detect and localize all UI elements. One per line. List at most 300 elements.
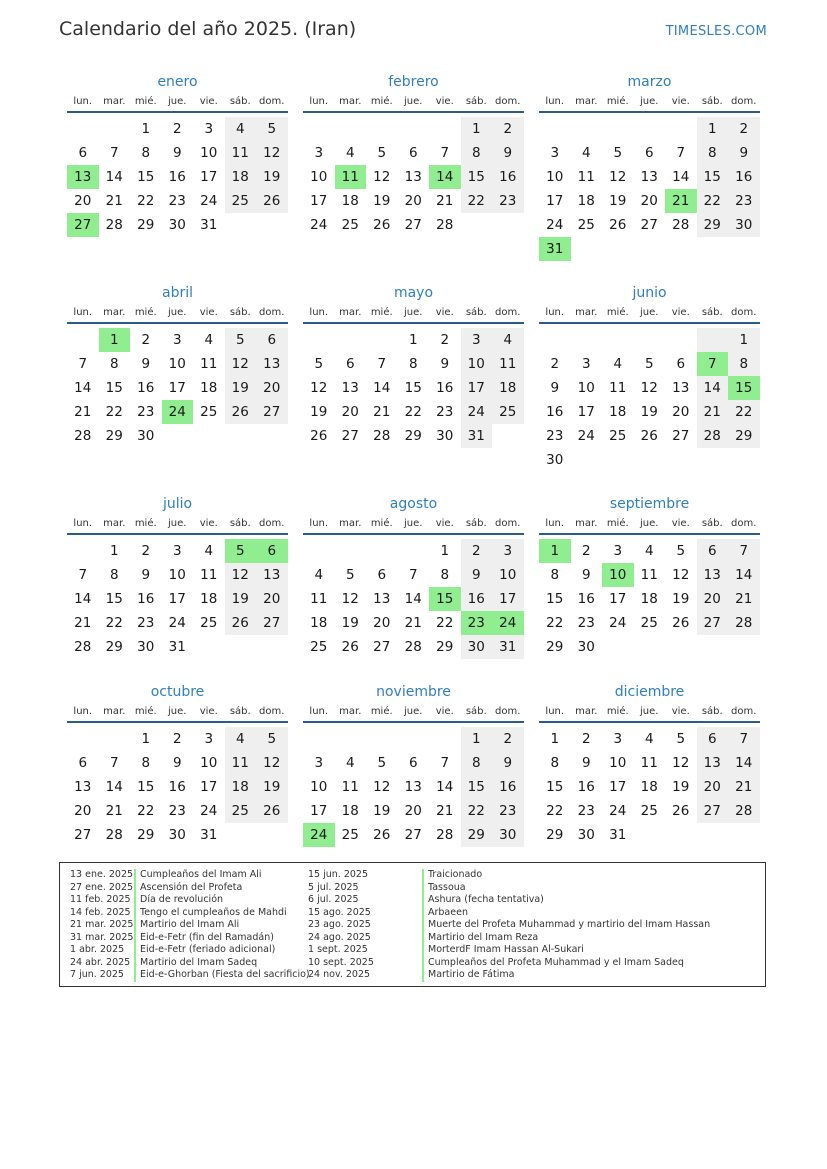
day-cell[interactable]: 18 bbox=[640, 591, 658, 607]
day-cell[interactable]: 5 bbox=[225, 328, 257, 352]
day-cell[interactable]: 10 bbox=[609, 755, 627, 771]
day-cell[interactable]: 8 bbox=[550, 755, 560, 771]
day-cell[interactable]: 11 bbox=[200, 356, 218, 372]
day-cell[interactable]: 10 bbox=[200, 145, 218, 161]
day-cell[interactable]: 13 bbox=[404, 169, 422, 185]
day-cell[interactable]: 28 bbox=[697, 424, 729, 448]
day-cell[interactable]: 9 bbox=[728, 141, 760, 165]
day-cell[interactable]: 2 bbox=[172, 121, 182, 137]
day-cell[interactable]: 7 bbox=[440, 145, 450, 161]
day-cell[interactable]: 9 bbox=[550, 380, 560, 396]
day-cell[interactable]: 27 bbox=[74, 827, 92, 843]
day-cell[interactable]: 17 bbox=[200, 169, 218, 185]
day-cell[interactable]: 22 bbox=[546, 803, 564, 819]
day-cell[interactable]: 18 bbox=[341, 803, 359, 819]
day-cell[interactable]: 30 bbox=[137, 639, 155, 655]
day-cell[interactable]: 2 bbox=[461, 539, 493, 563]
day-cell[interactable]: 21 bbox=[436, 193, 454, 209]
day-cell[interactable]: 22 bbox=[105, 615, 123, 631]
day-cell[interactable]: 21 bbox=[697, 400, 729, 424]
day-cell[interactable]: 16 bbox=[492, 775, 524, 799]
day-cell[interactable]: 1 bbox=[109, 543, 119, 559]
day-cell[interactable]: 4 bbox=[644, 543, 654, 559]
day-cell[interactable]: 28 bbox=[105, 827, 123, 843]
day-cell[interactable]: 25 bbox=[577, 217, 595, 233]
day-cell[interactable]: 19 bbox=[373, 193, 391, 209]
day-cell[interactable]: 11 bbox=[225, 141, 257, 165]
day-cell[interactable]: 29 bbox=[105, 639, 123, 655]
day-cell[interactable]: 16 bbox=[436, 380, 454, 396]
day-cell[interactable]: 23 bbox=[168, 803, 186, 819]
day-cell[interactable]: 9 bbox=[461, 563, 493, 587]
day-cell[interactable]: 10 bbox=[546, 169, 564, 185]
day-cell[interactable]: 24 bbox=[461, 400, 493, 424]
day-cell[interactable]: 28 bbox=[436, 217, 454, 233]
day-cell[interactable]: 17 bbox=[492, 587, 524, 611]
day-cell[interactable]: 12 bbox=[225, 563, 257, 587]
day-cell[interactable]: 26 bbox=[672, 803, 690, 819]
day-cell[interactable]: 14 bbox=[728, 751, 760, 775]
day-cell[interactable]: 27 bbox=[67, 213, 99, 237]
day-cell[interactable]: 1 bbox=[99, 328, 131, 352]
day-cell[interactable]: 16 bbox=[728, 165, 760, 189]
day-cell[interactable]: 5 bbox=[613, 145, 623, 161]
day-cell[interactable]: 17 bbox=[168, 591, 186, 607]
day-cell[interactable]: 9 bbox=[581, 567, 591, 583]
day-cell[interactable]: 24 bbox=[577, 428, 595, 444]
day-cell[interactable]: 19 bbox=[672, 591, 690, 607]
day-cell[interactable]: 22 bbox=[728, 400, 760, 424]
day-cell[interactable]: 28 bbox=[728, 799, 760, 823]
day-cell[interactable]: 12 bbox=[373, 169, 391, 185]
day-cell[interactable]: 21 bbox=[74, 404, 92, 420]
day-cell[interactable]: 19 bbox=[640, 404, 658, 420]
day-cell[interactable]: 25 bbox=[200, 615, 218, 631]
day-cell[interactable]: 18 bbox=[225, 775, 257, 799]
day-cell[interactable]: 6 bbox=[78, 145, 88, 161]
day-cell[interactable]: 7 bbox=[697, 352, 729, 376]
day-cell[interactable]: 14 bbox=[429, 165, 461, 189]
day-cell[interactable]: 8 bbox=[461, 751, 493, 775]
day-cell[interactable]: 7 bbox=[728, 727, 760, 751]
day-cell[interactable]: 3 bbox=[492, 539, 524, 563]
day-cell[interactable]: 12 bbox=[225, 352, 257, 376]
day-cell[interactable]: 20 bbox=[256, 587, 288, 611]
day-cell[interactable]: 24 bbox=[303, 823, 335, 847]
day-cell[interactable]: 17 bbox=[546, 193, 564, 209]
day-cell[interactable]: 5 bbox=[256, 727, 288, 751]
day-cell[interactable]: 27 bbox=[697, 799, 729, 823]
day-cell[interactable]: 26 bbox=[609, 217, 627, 233]
day-cell[interactable]: 8 bbox=[461, 141, 493, 165]
day-cell[interactable]: 3 bbox=[613, 543, 623, 559]
day-cell[interactable]: 17 bbox=[577, 404, 595, 420]
day-cell[interactable]: 25 bbox=[609, 428, 627, 444]
day-cell[interactable]: 29 bbox=[137, 217, 155, 233]
day-cell[interactable]: 10 bbox=[492, 563, 524, 587]
day-cell[interactable]: 10 bbox=[310, 169, 328, 185]
day-cell[interactable]: 19 bbox=[310, 404, 328, 420]
day-cell[interactable]: 26 bbox=[225, 400, 257, 424]
day-cell[interactable]: 31 bbox=[539, 237, 571, 261]
day-cell[interactable]: 28 bbox=[74, 639, 92, 655]
day-cell[interactable]: 10 bbox=[577, 380, 595, 396]
day-cell[interactable]: 22 bbox=[461, 189, 493, 213]
day-cell[interactable]: 4 bbox=[644, 731, 654, 747]
day-cell[interactable]: 13 bbox=[697, 563, 729, 587]
day-cell[interactable]: 30 bbox=[137, 428, 155, 444]
day-cell[interactable]: 28 bbox=[728, 611, 760, 635]
day-cell[interactable]: 15 bbox=[429, 587, 461, 611]
day-cell[interactable]: 3 bbox=[314, 145, 324, 161]
day-cell[interactable]: 3 bbox=[314, 755, 324, 771]
day-cell[interactable]: 20 bbox=[74, 803, 92, 819]
day-cell[interactable]: 8 bbox=[141, 145, 151, 161]
day-cell[interactable]: 22 bbox=[137, 803, 155, 819]
day-cell[interactable]: 24 bbox=[492, 611, 524, 635]
day-cell[interactable]: 11 bbox=[640, 755, 658, 771]
day-cell[interactable]: 15 bbox=[546, 591, 564, 607]
day-cell[interactable]: 23 bbox=[436, 404, 454, 420]
day-cell[interactable]: 25 bbox=[225, 799, 257, 823]
day-cell[interactable]: 8 bbox=[141, 755, 151, 771]
day-cell[interactable]: 29 bbox=[436, 639, 454, 655]
day-cell[interactable]: 11 bbox=[577, 169, 595, 185]
day-cell[interactable]: 23 bbox=[546, 428, 564, 444]
day-cell[interactable]: 25 bbox=[492, 400, 524, 424]
day-cell[interactable]: 20 bbox=[341, 404, 359, 420]
day-cell[interactable]: 6 bbox=[345, 356, 355, 372]
day-cell[interactable]: 2 bbox=[581, 543, 591, 559]
day-cell[interactable]: 5 bbox=[314, 356, 324, 372]
day-cell[interactable]: 7 bbox=[78, 356, 88, 372]
day-cell[interactable]: 12 bbox=[256, 751, 288, 775]
day-cell[interactable]: 27 bbox=[256, 611, 288, 635]
day-cell[interactable]: 25 bbox=[341, 827, 359, 843]
day-cell[interactable]: 27 bbox=[697, 611, 729, 635]
day-cell[interactable]: 16 bbox=[577, 591, 595, 607]
day-cell[interactable]: 23 bbox=[728, 189, 760, 213]
day-cell[interactable]: 19 bbox=[373, 803, 391, 819]
day-cell[interactable]: 30 bbox=[728, 213, 760, 237]
day-cell[interactable]: 18 bbox=[200, 591, 218, 607]
day-cell[interactable]: 14 bbox=[697, 376, 729, 400]
day-cell[interactable]: 14 bbox=[74, 591, 92, 607]
day-cell[interactable]: 13 bbox=[256, 563, 288, 587]
day-cell[interactable]: 10 bbox=[168, 567, 186, 583]
day-cell[interactable]: 4 bbox=[492, 328, 524, 352]
day-cell[interactable]: 29 bbox=[546, 639, 564, 655]
day-cell[interactable]: 4 bbox=[314, 567, 324, 583]
day-cell[interactable]: 2 bbox=[141, 543, 151, 559]
day-cell[interactable]: 2 bbox=[141, 332, 151, 348]
day-cell[interactable]: 26 bbox=[225, 611, 257, 635]
day-cell[interactable]: 21 bbox=[728, 587, 760, 611]
day-cell[interactable]: 27 bbox=[373, 639, 391, 655]
day-cell[interactable]: 29 bbox=[697, 213, 729, 237]
day-cell[interactable]: 26 bbox=[256, 189, 288, 213]
day-cell[interactable]: 19 bbox=[225, 587, 257, 611]
day-cell[interactable]: 30 bbox=[436, 428, 454, 444]
day-cell[interactable]: 2 bbox=[172, 731, 182, 747]
day-cell[interactable]: 6 bbox=[697, 727, 729, 751]
day-cell[interactable]: 2 bbox=[440, 332, 450, 348]
day-cell[interactable]: 28 bbox=[672, 217, 690, 233]
day-cell[interactable]: 18 bbox=[609, 404, 627, 420]
day-cell[interactable]: 1 bbox=[550, 731, 560, 747]
day-cell[interactable]: 3 bbox=[461, 328, 493, 352]
day-cell[interactable]: 23 bbox=[492, 799, 524, 823]
day-cell[interactable]: 19 bbox=[225, 376, 257, 400]
day-cell[interactable]: 20 bbox=[697, 775, 729, 799]
day-cell[interactable]: 13 bbox=[697, 751, 729, 775]
day-cell[interactable]: 4 bbox=[613, 356, 623, 372]
day-cell[interactable]: 6 bbox=[676, 356, 686, 372]
day-cell[interactable]: 4 bbox=[204, 332, 214, 348]
day-cell[interactable]: 20 bbox=[697, 587, 729, 611]
day-cell[interactable]: 5 bbox=[644, 356, 654, 372]
day-cell[interactable]: 11 bbox=[310, 591, 328, 607]
day-cell[interactable]: 1 bbox=[461, 117, 493, 141]
day-cell[interactable]: 6 bbox=[78, 755, 88, 771]
day-cell[interactable]: 18 bbox=[225, 165, 257, 189]
day-cell[interactable]: 20 bbox=[672, 404, 690, 420]
day-cell[interactable]: 28 bbox=[404, 639, 422, 655]
day-cell[interactable]: 19 bbox=[672, 779, 690, 795]
day-cell[interactable]: 16 bbox=[546, 404, 564, 420]
day-cell[interactable]: 19 bbox=[341, 615, 359, 631]
day-cell[interactable]: 21 bbox=[436, 803, 454, 819]
day-cell[interactable]: 8 bbox=[408, 356, 418, 372]
day-cell[interactable]: 9 bbox=[141, 356, 151, 372]
day-cell[interactable]: 16 bbox=[168, 779, 186, 795]
day-cell[interactable]: 10 bbox=[168, 356, 186, 372]
day-cell[interactable]: 5 bbox=[377, 755, 387, 771]
day-cell[interactable]: 14 bbox=[436, 779, 454, 795]
day-cell[interactable]: 25 bbox=[640, 803, 658, 819]
day-cell[interactable]: 21 bbox=[404, 615, 422, 631]
day-cell[interactable]: 3 bbox=[204, 121, 214, 137]
day-cell[interactable]: 17 bbox=[200, 779, 218, 795]
day-cell[interactable]: 15 bbox=[105, 591, 123, 607]
day-cell[interactable]: 14 bbox=[672, 169, 690, 185]
day-cell[interactable]: 14 bbox=[373, 380, 391, 396]
day-cell[interactable]: 23 bbox=[137, 615, 155, 631]
day-cell[interactable]: 18 bbox=[640, 779, 658, 795]
day-cell[interactable]: 20 bbox=[640, 193, 658, 209]
day-cell[interactable]: 13 bbox=[640, 169, 658, 185]
day-cell[interactable]: 5 bbox=[676, 543, 686, 559]
day-cell[interactable]: 13 bbox=[341, 380, 359, 396]
brand-logo-text[interactable]: TIMESLES.COM bbox=[665, 24, 767, 39]
day-cell[interactable]: 6 bbox=[408, 755, 418, 771]
day-cell[interactable]: 27 bbox=[640, 217, 658, 233]
day-cell[interactable]: 5 bbox=[377, 145, 387, 161]
day-cell[interactable]: 24 bbox=[609, 803, 627, 819]
day-cell[interactable]: 22 bbox=[436, 615, 454, 631]
day-cell[interactable]: 14 bbox=[105, 779, 123, 795]
day-cell[interactable]: 14 bbox=[105, 169, 123, 185]
day-cell[interactable]: 13 bbox=[256, 352, 288, 376]
day-cell[interactable]: 30 bbox=[577, 639, 595, 655]
day-cell[interactable]: 12 bbox=[609, 169, 627, 185]
day-cell[interactable]: 23 bbox=[577, 615, 595, 631]
day-cell[interactable]: 5 bbox=[676, 731, 686, 747]
day-cell[interactable]: 23 bbox=[492, 189, 524, 213]
day-cell[interactable]: 17 bbox=[609, 591, 627, 607]
day-cell[interactable]: 25 bbox=[200, 404, 218, 420]
day-cell[interactable]: 1 bbox=[141, 731, 151, 747]
day-cell[interactable]: 22 bbox=[461, 799, 493, 823]
day-cell[interactable]: 10 bbox=[602, 563, 634, 587]
day-cell[interactable]: 24 bbox=[200, 803, 218, 819]
day-cell[interactable]: 29 bbox=[461, 823, 493, 847]
day-cell[interactable]: 6 bbox=[644, 145, 654, 161]
day-cell[interactable]: 1 bbox=[461, 727, 493, 751]
day-cell[interactable]: 11 bbox=[492, 352, 524, 376]
day-cell[interactable]: 10 bbox=[310, 779, 328, 795]
day-cell[interactable]: 5 bbox=[256, 117, 288, 141]
day-cell[interactable]: 26 bbox=[373, 827, 391, 843]
day-cell[interactable]: 7 bbox=[728, 539, 760, 563]
day-cell[interactable]: 15 bbox=[137, 169, 155, 185]
day-cell[interactable]: 1 bbox=[539, 539, 571, 563]
day-cell[interactable]: 5 bbox=[345, 567, 355, 583]
day-cell[interactable]: 14 bbox=[74, 380, 92, 396]
day-cell[interactable]: 13 bbox=[67, 165, 99, 189]
day-cell[interactable]: 24 bbox=[546, 217, 564, 233]
day-cell[interactable]: 1 bbox=[728, 328, 760, 352]
day-cell[interactable]: 1 bbox=[697, 117, 729, 141]
day-cell[interactable]: 19 bbox=[256, 165, 288, 189]
day-cell[interactable]: 31 bbox=[492, 635, 524, 659]
day-cell[interactable]: 21 bbox=[728, 775, 760, 799]
day-cell[interactable]: 25 bbox=[225, 189, 257, 213]
day-cell[interactable]: 1 bbox=[440, 543, 450, 559]
day-cell[interactable]: 28 bbox=[105, 217, 123, 233]
day-cell[interactable]: 22 bbox=[404, 404, 422, 420]
day-cell[interactable]: 12 bbox=[373, 779, 391, 795]
day-cell[interactable]: 15 bbox=[461, 165, 493, 189]
day-cell[interactable]: 23 bbox=[137, 404, 155, 420]
day-cell[interactable]: 15 bbox=[697, 165, 729, 189]
day-cell[interactable]: 23 bbox=[461, 611, 493, 635]
day-cell[interactable]: 31 bbox=[609, 827, 627, 843]
day-cell[interactable]: 26 bbox=[640, 428, 658, 444]
day-cell[interactable]: 20 bbox=[256, 376, 288, 400]
day-cell[interactable]: 7 bbox=[377, 356, 387, 372]
day-cell[interactable]: 7 bbox=[676, 145, 686, 161]
day-cell[interactable]: 28 bbox=[436, 827, 454, 843]
day-cell[interactable]: 18 bbox=[200, 380, 218, 396]
day-cell[interactable]: 9 bbox=[440, 356, 450, 372]
day-cell[interactable]: 30 bbox=[546, 452, 564, 468]
day-cell[interactable]: 8 bbox=[440, 567, 450, 583]
day-cell[interactable]: 12 bbox=[341, 591, 359, 607]
day-cell[interactable]: 3 bbox=[172, 543, 182, 559]
day-cell[interactable]: 12 bbox=[672, 567, 690, 583]
day-cell[interactable]: 25 bbox=[310, 639, 328, 655]
day-cell[interactable]: 22 bbox=[105, 404, 123, 420]
day-cell[interactable]: 2 bbox=[728, 117, 760, 141]
day-cell[interactable]: 15 bbox=[105, 380, 123, 396]
day-cell[interactable]: 23 bbox=[577, 803, 595, 819]
day-cell[interactable]: 11 bbox=[225, 751, 257, 775]
day-cell[interactable]: 9 bbox=[492, 751, 524, 775]
day-cell[interactable]: 4 bbox=[225, 117, 257, 141]
day-cell[interactable]: 30 bbox=[461, 635, 493, 659]
day-cell[interactable]: 17 bbox=[310, 193, 328, 209]
day-cell[interactable]: 2 bbox=[581, 731, 591, 747]
day-cell[interactable]: 12 bbox=[310, 380, 328, 396]
day-cell[interactable]: 22 bbox=[697, 189, 729, 213]
day-cell[interactable]: 29 bbox=[404, 428, 422, 444]
day-cell[interactable]: 7 bbox=[440, 755, 450, 771]
day-cell[interactable]: 27 bbox=[404, 217, 422, 233]
day-cell[interactable]: 18 bbox=[310, 615, 328, 631]
day-cell[interactable]: 6 bbox=[408, 145, 418, 161]
day-cell[interactable]: 11 bbox=[200, 567, 218, 583]
day-cell[interactable]: 3 bbox=[204, 731, 214, 747]
day-cell[interactable]: 27 bbox=[256, 400, 288, 424]
day-cell[interactable]: 21 bbox=[373, 404, 391, 420]
day-cell[interactable]: 13 bbox=[74, 779, 92, 795]
day-cell[interactable]: 7 bbox=[78, 567, 88, 583]
day-cell[interactable]: 30 bbox=[577, 827, 595, 843]
day-cell[interactable]: 17 bbox=[168, 380, 186, 396]
day-cell[interactable]: 12 bbox=[256, 141, 288, 165]
day-cell[interactable]: 25 bbox=[640, 615, 658, 631]
day-cell[interactable]: 22 bbox=[137, 193, 155, 209]
day-cell[interactable]: 2 bbox=[492, 117, 524, 141]
day-cell[interactable]: 6 bbox=[256, 328, 288, 352]
day-cell[interactable]: 17 bbox=[310, 803, 328, 819]
day-cell[interactable]: 17 bbox=[461, 376, 493, 400]
day-cell[interactable]: 20 bbox=[404, 193, 422, 209]
day-cell[interactable]: 29 bbox=[105, 428, 123, 444]
day-cell[interactable]: 18 bbox=[577, 193, 595, 209]
day-cell[interactable]: 16 bbox=[137, 380, 155, 396]
day-cell[interactable]: 11 bbox=[341, 779, 359, 795]
day-cell[interactable]: 30 bbox=[168, 827, 186, 843]
day-cell[interactable]: 13 bbox=[404, 779, 422, 795]
day-cell[interactable]: 15 bbox=[404, 380, 422, 396]
day-cell[interactable]: 15 bbox=[546, 779, 564, 795]
day-cell[interactable]: 8 bbox=[109, 567, 119, 583]
day-cell[interactable]: 21 bbox=[74, 615, 92, 631]
day-cell[interactable]: 9 bbox=[492, 141, 524, 165]
day-cell[interactable]: 2 bbox=[492, 727, 524, 751]
day-cell[interactable]: 3 bbox=[613, 731, 623, 747]
day-cell[interactable]: 10 bbox=[461, 352, 493, 376]
day-cell[interactable]: 10 bbox=[200, 755, 218, 771]
day-cell[interactable]: 16 bbox=[577, 779, 595, 795]
day-cell[interactable]: 19 bbox=[256, 775, 288, 799]
day-cell[interactable]: 4 bbox=[345, 755, 355, 771]
day-cell[interactable]: 22 bbox=[546, 615, 564, 631]
day-cell[interactable]: 9 bbox=[141, 567, 151, 583]
day-cell[interactable]: 15 bbox=[728, 376, 760, 400]
day-cell[interactable]: 18 bbox=[492, 376, 524, 400]
day-cell[interactable]: 31 bbox=[461, 424, 493, 448]
day-cell[interactable]: 24 bbox=[162, 400, 194, 424]
day-cell[interactable]: 11 bbox=[335, 165, 367, 189]
day-cell[interactable]: 29 bbox=[546, 827, 564, 843]
day-cell[interactable]: 16 bbox=[137, 591, 155, 607]
day-cell[interactable]: 21 bbox=[105, 193, 123, 209]
day-cell[interactable]: 11 bbox=[609, 380, 627, 396]
day-cell[interactable]: 4 bbox=[345, 145, 355, 161]
